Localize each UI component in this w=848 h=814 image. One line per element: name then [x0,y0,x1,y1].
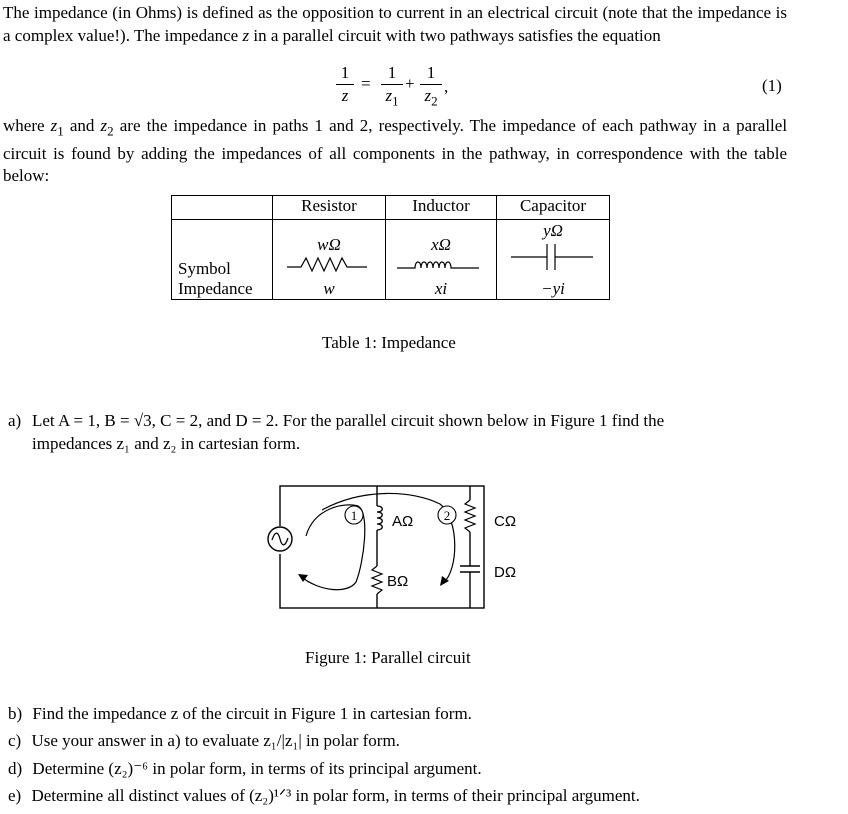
question-a-line2: impedances z₁ and z₂ in cartesian form. [32,433,301,453]
resistor-b-icon [372,566,382,594]
resistor-symbol-icon [281,254,377,274]
paragraph-2 [3,115,787,188]
figure-caption: Figure 1: Parallel circuit [305,648,471,667]
question-a-label: a) [8,411,22,430]
question-a [8,410,21,433]
resistor-c-label: CΩ [494,513,517,530]
capacitor-d-label: DΩ [494,564,517,581]
row-label-symbol: Symbol [178,259,231,278]
question-a-text [32,410,787,455]
p2-z2-sub: 2 [107,123,114,139]
header-capacitor: Capacitor [497,196,610,220]
p2-z2-var: z [100,116,108,135]
table-corner-cell [172,196,273,220]
eq-z2-var: z [424,86,432,105]
resistor-b-label: BΩ [387,573,409,590]
eq-plus: + [405,74,415,93]
capacitor-symbol-label: yΩ [543,221,563,240]
path-2-label: 2 [443,508,451,523]
table-symbol-row [172,220,610,300]
inductor-symbol-icon [393,254,489,274]
p2-z1-sub: 1 [57,123,64,139]
table-header-row [172,196,610,220]
eq-z2-sub: 2 [431,93,438,109]
eq-z2-fraction [420,64,442,110]
question-d-label: d) [8,759,23,778]
inductor-symbol-label: xΩ [431,235,451,254]
eq-lhs-num: 1 [340,63,350,82]
question-e [8,786,640,806]
fraction-bar [336,84,354,85]
resistor-impedance: w [323,279,335,298]
question-b-label: b) [8,704,23,723]
inductor-a-icon [377,506,382,530]
eq-z1-var: z [385,86,393,105]
eq-z1-den [381,87,403,110]
p2-text: are the impedance in paths 1 and 2, respectively. The impedance of each pathway in a parallel circuit is found by adding the impedances of all components in the pathway, in correspondence with the table below: [3,116,788,186]
eq-lhs-fraction [336,64,354,105]
eq-z1-num: 1 [387,63,397,82]
loop-arrow-2 [322,493,455,582]
question-d [8,759,482,779]
parallel-circuit-figure [262,480,532,615]
question-b-text: Find the impedance z of the circuit in Figure 1 in cartesian form. [32,704,472,723]
question-c [8,731,400,751]
eq-z2-num: 1 [426,63,436,82]
question-a-line1: Let A = 1, B = √3, C = 2, and D = 2. For the parallel circuit shown below in Figure 1 find the [32,411,665,430]
header-resistor: Resistor [273,196,386,220]
question-c-label: c) [8,731,22,750]
equation-1 [0,64,848,114]
eq-lhs-den: z [341,86,349,105]
row-label-impedance: Impedance [178,279,253,298]
question-b [8,704,472,724]
path-1-label: 1 [350,508,358,523]
resistor-c-icon [465,500,475,532]
inductor-impedance: xi [434,279,448,298]
p2-z2 [100,116,114,139]
fraction-bar [420,84,442,85]
inductor-symbol-cell [386,220,497,300]
eq-z2-den [420,87,442,110]
row-labels-cell [172,220,273,300]
intro-text-1: The impedance (in Ohms) is defined as the opposition to current in an electrical circuit (note that the impedance is a complex value!). The impedance [3,3,787,45]
inductor-a-label: AΩ [392,513,414,530]
question-d-text: Determine (z₂)⁻⁶ in polar form, in terms of its principal argument. [32,759,482,778]
header-inductor: Inductor [386,196,497,220]
capacitor-impedance: −yi [541,279,565,298]
intro-paragraph [3,2,787,47]
impedance-table [171,195,610,300]
p2-where: where [3,116,45,135]
table-caption: Table 1: Impedance [322,333,456,352]
p2-z1-var: z [50,116,58,135]
eq-number: (1) [762,76,782,95]
p2-z1 [50,116,64,139]
capacitor-symbol-cell [497,220,610,300]
eq-z1-sub: 1 [392,93,399,109]
question-e-label: e) [8,786,22,805]
eq-equals: = [361,74,371,93]
question-c-text: Use your answer in a) to evaluate z₁/|z₁| in polar form. [31,731,400,750]
eq-z1-fraction [381,64,403,110]
question-e-text: Determine all distinct values of (z₂)¹ᐟ³ in polar form, in terms of their principal argument. [31,786,640,805]
p2-and: and [69,116,95,135]
capacitor-symbol-icon [505,240,601,274]
resistor-symbol-label: wΩ [317,235,341,254]
fraction-bar [381,84,403,85]
intro-var-z: z [242,25,250,45]
eq-comma: , [444,77,449,96]
intro-text-2: in a parallel circuit with two pathways satisfies the equation [253,25,661,45]
resistor-symbol-cell [273,220,386,300]
